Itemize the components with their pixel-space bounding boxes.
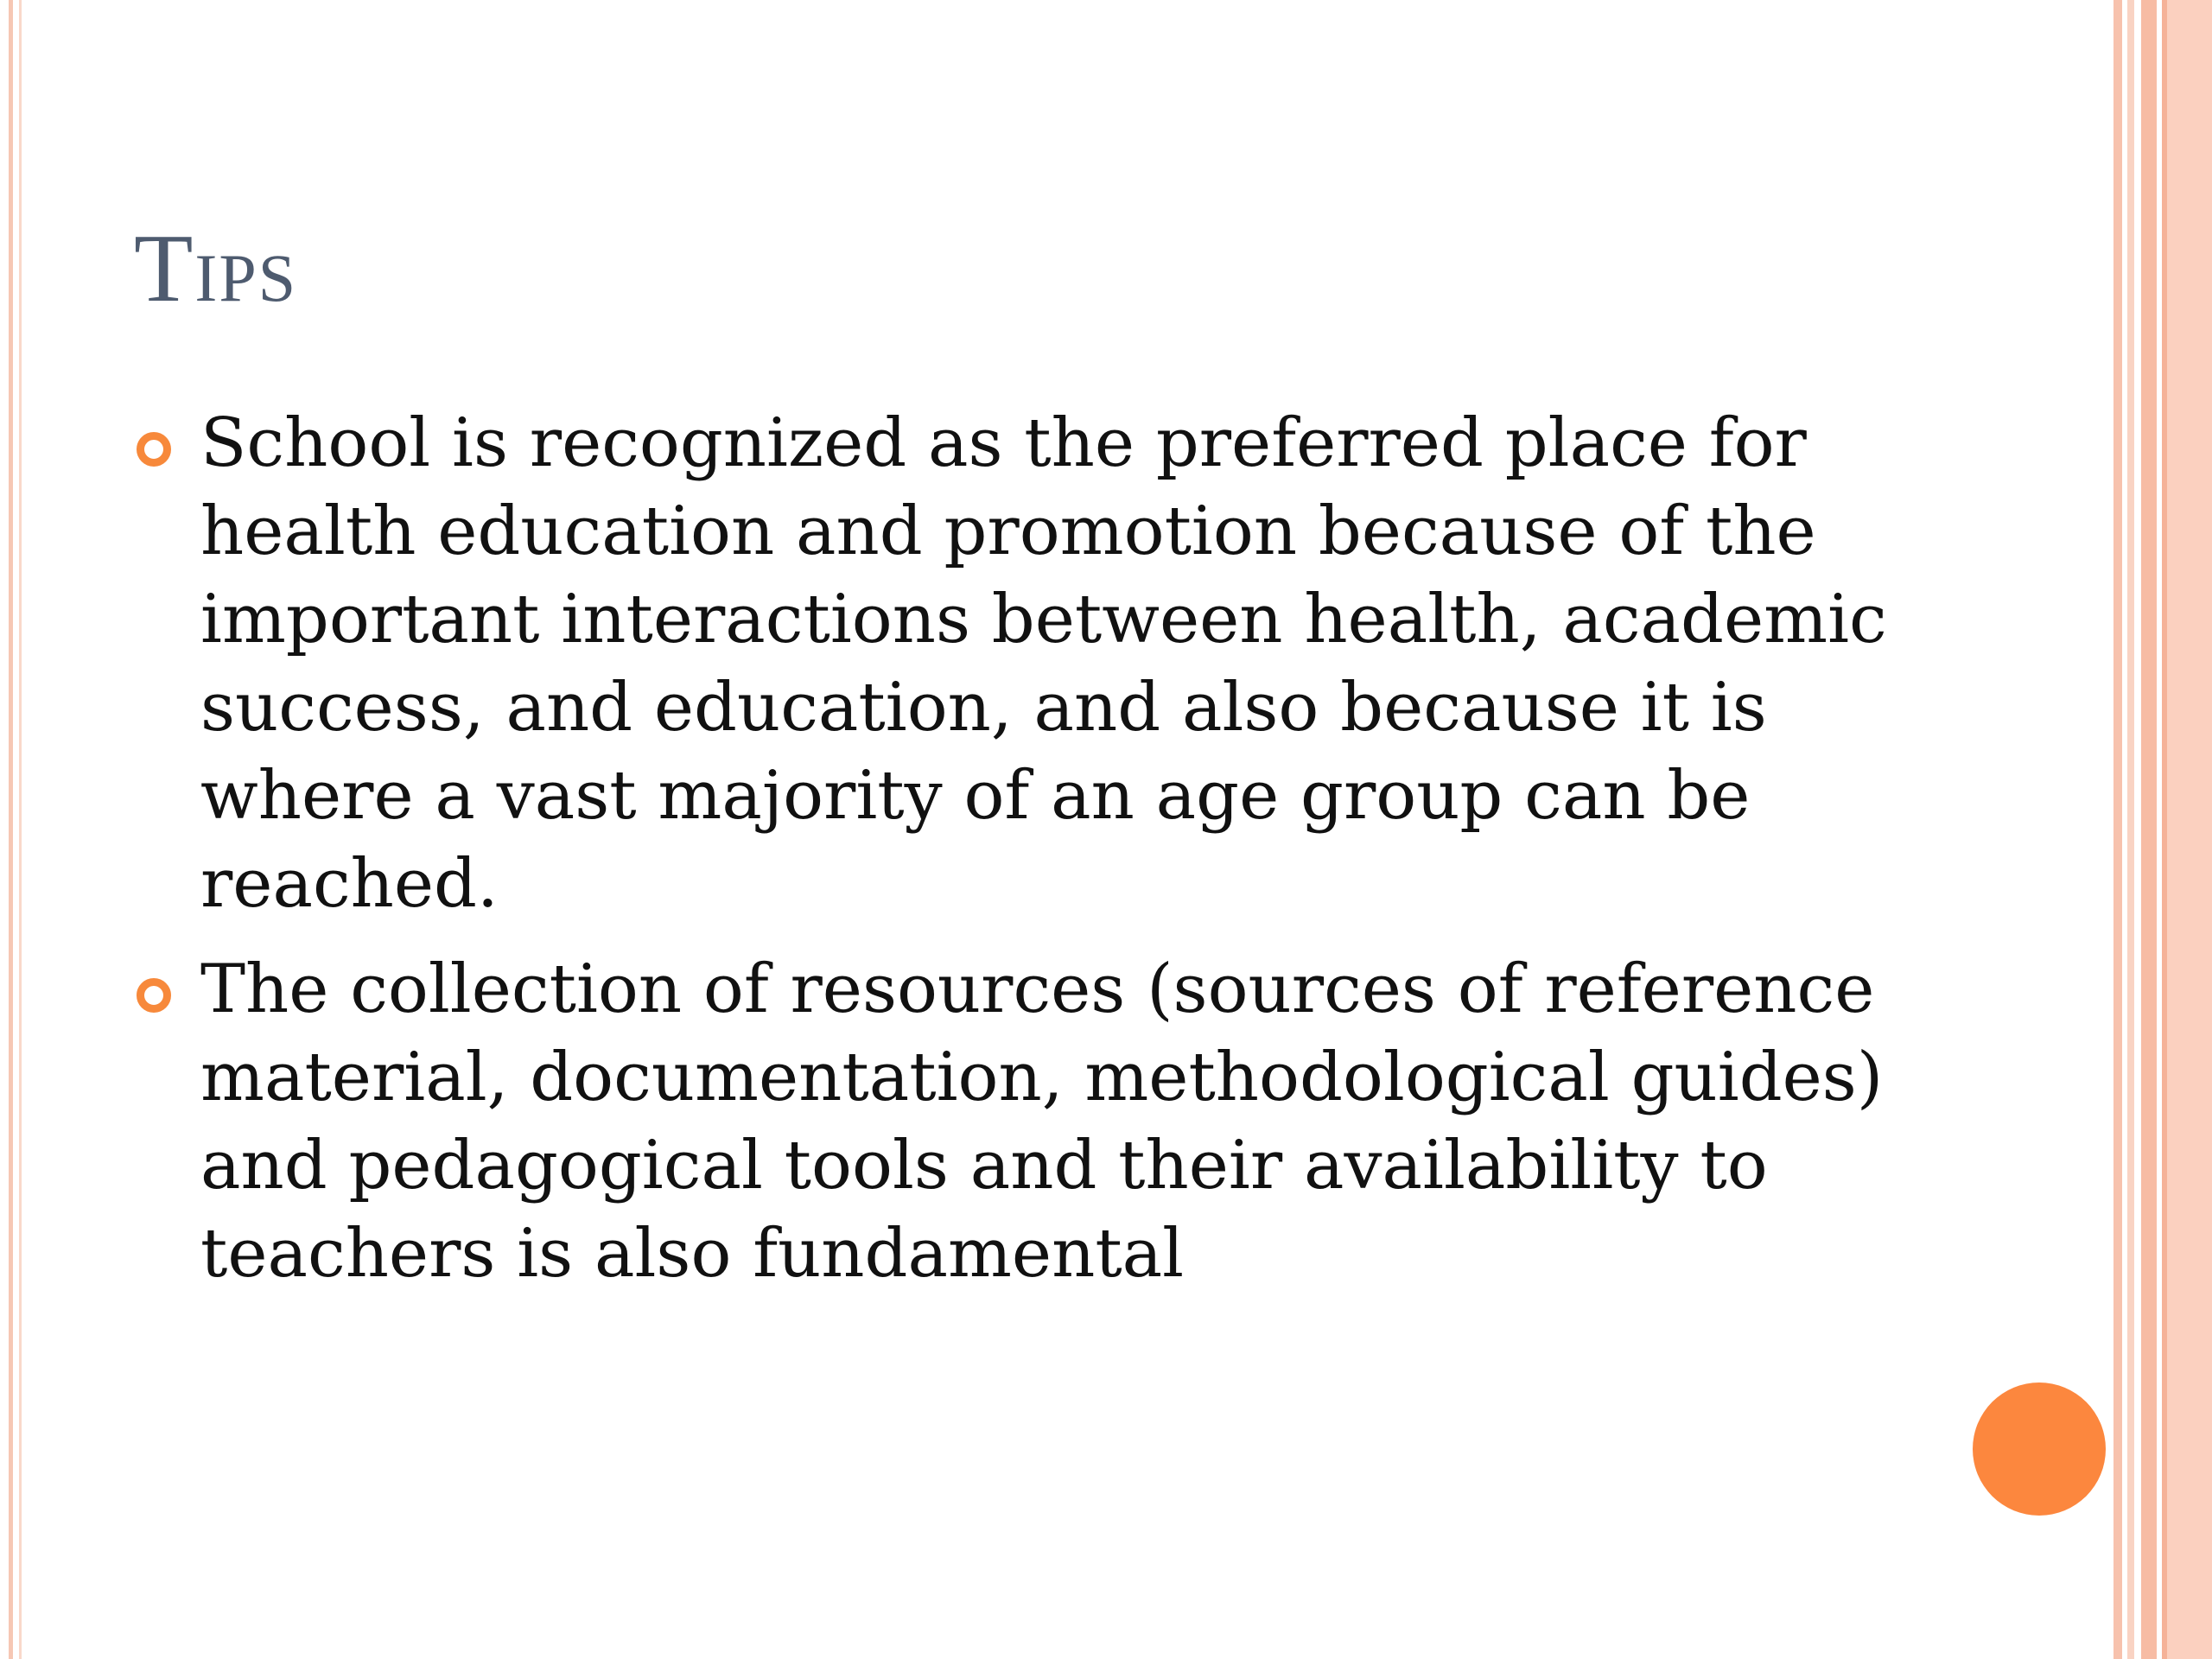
bullet-text: School is recognized as the preferred place for health education and promotion because of the important interactions between health, academic success, and education, and also because it is where a vast majority of an age group can be reached. <box>200 404 1887 923</box>
circle-bullet-icon <box>137 978 171 1013</box>
bullet-text: The collection of resources (sources of reference material, documentation, methodological guides) and pedagogical tools and their availability to teachers is also fundamental <box>200 950 1884 1293</box>
left-border-stripe-thin <box>19 0 22 1659</box>
slide-title: Tips <box>134 215 298 322</box>
slide-content <box>134 399 1931 1315</box>
right-border-band-edge <box>2162 0 2167 1659</box>
bullet-item <box>134 945 1931 1298</box>
right-border-stripe-3 <box>2141 0 2157 1659</box>
right-border-stripe-1 <box>2113 0 2122 1659</box>
left-border-stripe <box>9 0 13 1659</box>
right-border-stripe-2 <box>2127 0 2134 1659</box>
circle-bullet-icon <box>137 432 171 467</box>
bullet-item <box>134 399 1931 928</box>
right-border-band <box>2162 0 2212 1659</box>
orange-dot-decoration <box>1973 1382 2106 1516</box>
